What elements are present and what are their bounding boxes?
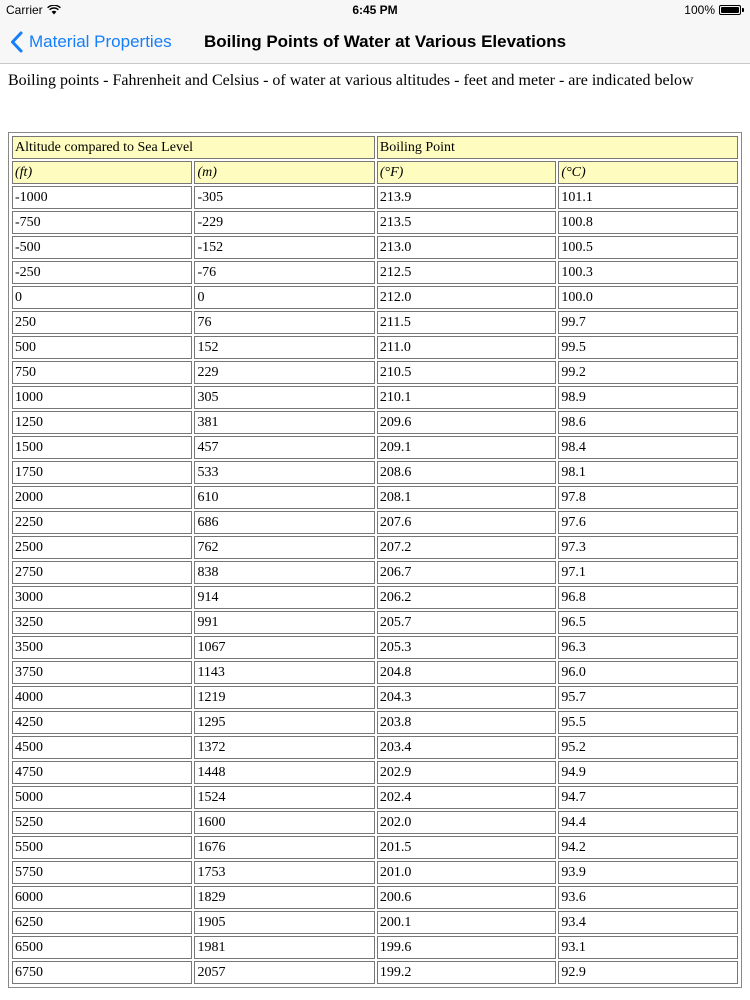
altitude-m-cell: 1600 bbox=[194, 811, 374, 834]
web-content bbox=[0, 64, 750, 980]
altitude-m-cell: 229 bbox=[194, 361, 374, 384]
altitude-m-cell: -152 bbox=[194, 236, 374, 259]
table-row bbox=[12, 736, 738, 759]
altitude-m-cell: 457 bbox=[194, 436, 374, 459]
boiling-c-cell: 100.0 bbox=[558, 286, 738, 309]
altitude-m-cell: 76 bbox=[194, 311, 374, 334]
boiling-f-cell: 202.9 bbox=[377, 761, 557, 784]
altitude-ft-cell: 1000 bbox=[12, 386, 192, 409]
table-row bbox=[12, 636, 738, 659]
altitude-ft-cell: 4500 bbox=[12, 736, 192, 759]
boiling-f-cell: 212.5 bbox=[377, 261, 557, 284]
table-row bbox=[12, 886, 738, 909]
altitude-m-cell: 1219 bbox=[194, 686, 374, 709]
altitude-ft-cell: 6250 bbox=[12, 911, 192, 934]
table-row bbox=[12, 436, 738, 459]
table-row bbox=[12, 661, 738, 684]
boiling-c-cell: 96.8 bbox=[558, 586, 738, 609]
boiling-point-table-frame bbox=[8, 132, 742, 988]
table-row bbox=[12, 361, 738, 384]
boiling-c-cell: 97.1 bbox=[558, 561, 738, 584]
table-group-header-row bbox=[12, 136, 738, 159]
table-row bbox=[12, 211, 738, 234]
table-row bbox=[12, 911, 738, 934]
status-bar bbox=[0, 0, 750, 20]
altitude-m-cell: -229 bbox=[194, 211, 374, 234]
altitude-m-cell: 381 bbox=[194, 411, 374, 434]
altitude-ft-cell: 4000 bbox=[12, 686, 192, 709]
altitude-ft-cell: -500 bbox=[12, 236, 192, 259]
boiling-f-cell: 207.6 bbox=[377, 511, 557, 534]
altitude-ft-cell: 3000 bbox=[12, 586, 192, 609]
boiling-f-cell: 204.3 bbox=[377, 686, 557, 709]
boiling-c-cell: 100.3 bbox=[558, 261, 738, 284]
battery-info bbox=[684, 3, 744, 17]
altitude-ft-cell: 0 bbox=[12, 286, 192, 309]
altitude-m-cell: 1524 bbox=[194, 786, 374, 809]
boiling-f-cell: 205.7 bbox=[377, 611, 557, 634]
table-row bbox=[12, 411, 738, 434]
altitude-m-cell: 1448 bbox=[194, 761, 374, 784]
altitude-ft-cell: 5500 bbox=[12, 836, 192, 859]
boiling-c-cell: 96.3 bbox=[558, 636, 738, 659]
altitude-ft-cell: 3750 bbox=[12, 661, 192, 684]
altitude-m-cell: 838 bbox=[194, 561, 374, 584]
altitude-ft-cell: 750 bbox=[12, 361, 192, 384]
boiling-c-cell: 96.0 bbox=[558, 661, 738, 684]
boiling-c-cell: 96.5 bbox=[558, 611, 738, 634]
boiling-f-cell: 200.1 bbox=[377, 911, 557, 934]
altitude-ft-cell: 500 bbox=[12, 336, 192, 359]
altitude-m-cell: 610 bbox=[194, 486, 374, 509]
altitude-m-cell: -305 bbox=[194, 186, 374, 209]
altitude-m-cell: 914 bbox=[194, 586, 374, 609]
boiling-f-cell: 203.4 bbox=[377, 736, 557, 759]
altitude-ft-cell: 6000 bbox=[12, 886, 192, 909]
boiling-f-cell: 199.6 bbox=[377, 936, 557, 959]
table-row bbox=[12, 961, 738, 984]
chevron-left-icon bbox=[10, 31, 23, 53]
altitude-m-cell: 152 bbox=[194, 336, 374, 359]
table-row bbox=[12, 461, 738, 484]
boiling-f-cell: 211.5 bbox=[377, 311, 557, 334]
boiling-c-cell: 92.9 bbox=[558, 961, 738, 984]
altitude-m-cell: 1981 bbox=[194, 936, 374, 959]
boiling-f-cell: 207.2 bbox=[377, 536, 557, 559]
altitude-ft-cell: 5750 bbox=[12, 861, 192, 884]
boiling-f-cell: 208.1 bbox=[377, 486, 557, 509]
table-row bbox=[12, 861, 738, 884]
boiling-f-cell: 200.6 bbox=[377, 886, 557, 909]
boiling-f-cell: 210.1 bbox=[377, 386, 557, 409]
boiling-c-cell: 93.9 bbox=[558, 861, 738, 884]
altitude-ft-cell: 1500 bbox=[12, 436, 192, 459]
feet-unit-header: (ft) bbox=[12, 161, 192, 184]
altitude-ft-cell: 4250 bbox=[12, 711, 192, 734]
altitude-m-cell: 1905 bbox=[194, 911, 374, 934]
altitude-ft-cell: 1250 bbox=[12, 411, 192, 434]
boiling-f-cell: 213.9 bbox=[377, 186, 557, 209]
boiling-c-cell: 100.5 bbox=[558, 236, 738, 259]
boiling-point-table bbox=[10, 134, 740, 986]
page-title: Boiling Points of Water at Various Elevations bbox=[204, 32, 567, 51]
boiling-c-cell: 97.6 bbox=[558, 511, 738, 534]
boiling-c-cell: 95.2 bbox=[558, 736, 738, 759]
table-row bbox=[12, 311, 738, 334]
boiling-c-cell: 101.1 bbox=[558, 186, 738, 209]
boiling-c-cell: 95.7 bbox=[558, 686, 738, 709]
table-row bbox=[12, 286, 738, 309]
boiling-c-cell: 93.6 bbox=[558, 886, 738, 909]
meter-unit-header: (m) bbox=[194, 161, 374, 184]
boiling-f-cell: 201.0 bbox=[377, 861, 557, 884]
battery-icon bbox=[719, 5, 741, 15]
altitude-group-header: Altitude compared to Sea Level bbox=[12, 136, 375, 159]
boiling-f-cell: 202.4 bbox=[377, 786, 557, 809]
altitude-ft-cell: 2750 bbox=[12, 561, 192, 584]
fahrenheit-unit-header: (°F) bbox=[377, 161, 557, 184]
boiling-c-cell: 95.5 bbox=[558, 711, 738, 734]
intro-text: Boiling points - Fahrenheit and Celsius - of water at various altitudes - feet and meter - are indicated below bbox=[8, 72, 694, 89]
altitude-m-cell: 686 bbox=[194, 511, 374, 534]
table-row bbox=[12, 261, 738, 284]
boiling-f-cell: 204.8 bbox=[377, 661, 557, 684]
boiling-point-group-header: Boiling Point bbox=[377, 136, 738, 159]
altitude-m-cell: 1067 bbox=[194, 636, 374, 659]
altitude-m-cell: 1143 bbox=[194, 661, 374, 684]
table-row bbox=[12, 561, 738, 584]
altitude-ft-cell: 5000 bbox=[12, 786, 192, 809]
altitude-m-cell: 1372 bbox=[194, 736, 374, 759]
altitude-m-cell: 1295 bbox=[194, 711, 374, 734]
altitude-m-cell: 0 bbox=[194, 286, 374, 309]
altitude-m-cell: 533 bbox=[194, 461, 374, 484]
table-row bbox=[12, 486, 738, 509]
boiling-c-cell: 93.4 bbox=[558, 911, 738, 934]
boiling-f-cell: 213.0 bbox=[377, 236, 557, 259]
battery-percent: 100% bbox=[684, 3, 715, 17]
boiling-f-cell: 208.6 bbox=[377, 461, 557, 484]
boiling-f-cell: 213.5 bbox=[377, 211, 557, 234]
altitude-ft-cell: 3250 bbox=[12, 611, 192, 634]
back-button-label: Material Properties bbox=[29, 32, 172, 51]
back-button[interactable] bbox=[10, 20, 172, 64]
table-row bbox=[12, 761, 738, 784]
altitude-ft-cell: 5250 bbox=[12, 811, 192, 834]
boiling-c-cell: 94.4 bbox=[558, 811, 738, 834]
altitude-ft-cell: 2250 bbox=[12, 511, 192, 534]
altitude-ft-cell: 250 bbox=[12, 311, 192, 334]
altitude-ft-cell: 2000 bbox=[12, 486, 192, 509]
boiling-f-cell: 202.0 bbox=[377, 811, 557, 834]
status-time: 6:45 PM bbox=[352, 3, 398, 17]
table-row bbox=[12, 786, 738, 809]
boiling-f-cell: 210.5 bbox=[377, 361, 557, 384]
boiling-f-cell: 201.5 bbox=[377, 836, 557, 859]
table-row bbox=[12, 711, 738, 734]
boiling-c-cell: 94.2 bbox=[558, 836, 738, 859]
altitude-ft-cell: 6500 bbox=[12, 936, 192, 959]
table-row bbox=[12, 336, 738, 359]
boiling-f-cell: 209.1 bbox=[377, 436, 557, 459]
boiling-f-cell: 199.2 bbox=[377, 961, 557, 984]
boiling-c-cell: 93.1 bbox=[558, 936, 738, 959]
table-row bbox=[12, 536, 738, 559]
table-row bbox=[12, 511, 738, 534]
boiling-c-cell: 99.5 bbox=[558, 336, 738, 359]
boiling-f-cell: 211.0 bbox=[377, 336, 557, 359]
altitude-m-cell: 305 bbox=[194, 386, 374, 409]
altitude-ft-cell: 3500 bbox=[12, 636, 192, 659]
altitude-ft-cell: -750 bbox=[12, 211, 192, 234]
boiling-c-cell: 98.4 bbox=[558, 436, 738, 459]
boiling-f-cell: 212.0 bbox=[377, 286, 557, 309]
table-row bbox=[12, 936, 738, 959]
boiling-c-cell: 98.9 bbox=[558, 386, 738, 409]
celsius-unit-header: (°C) bbox=[558, 161, 738, 184]
table-unit-header-row bbox=[12, 161, 738, 184]
altitude-m-cell: 1753 bbox=[194, 861, 374, 884]
table-row bbox=[12, 386, 738, 409]
boiling-c-cell: 99.7 bbox=[558, 311, 738, 334]
altitude-m-cell: 2057 bbox=[194, 961, 374, 984]
table-row bbox=[12, 186, 738, 209]
altitude-m-cell: 1829 bbox=[194, 886, 374, 909]
battery-nub bbox=[742, 8, 744, 12]
altitude-ft-cell: 2500 bbox=[12, 536, 192, 559]
altitude-ft-cell: 4750 bbox=[12, 761, 192, 784]
table-row bbox=[12, 236, 738, 259]
table-row bbox=[12, 811, 738, 834]
table-row bbox=[12, 586, 738, 609]
altitude-m-cell: -76 bbox=[194, 261, 374, 284]
table-row bbox=[12, 686, 738, 709]
boiling-f-cell: 205.3 bbox=[377, 636, 557, 659]
altitude-m-cell: 991 bbox=[194, 611, 374, 634]
boiling-c-cell: 94.7 bbox=[558, 786, 738, 809]
altitude-ft-cell: 6750 bbox=[12, 961, 192, 984]
navigation-bar bbox=[0, 20, 750, 64]
boiling-c-cell: 97.8 bbox=[558, 486, 738, 509]
boiling-c-cell: 94.9 bbox=[558, 761, 738, 784]
boiling-f-cell: 203.8 bbox=[377, 711, 557, 734]
boiling-f-cell: 206.2 bbox=[377, 586, 557, 609]
altitude-ft-cell: 1750 bbox=[12, 461, 192, 484]
carrier-label: Carrier bbox=[6, 3, 43, 17]
altitude-ft-cell: -250 bbox=[12, 261, 192, 284]
altitude-ft-cell: -1000 bbox=[12, 186, 192, 209]
boiling-c-cell: 100.8 bbox=[558, 211, 738, 234]
boiling-f-cell: 206.7 bbox=[377, 561, 557, 584]
table-row bbox=[12, 611, 738, 634]
table-row bbox=[12, 836, 738, 859]
altitude-m-cell: 1676 bbox=[194, 836, 374, 859]
altitude-m-cell: 762 bbox=[194, 536, 374, 559]
boiling-c-cell: 98.6 bbox=[558, 411, 738, 434]
boiling-c-cell: 99.2 bbox=[558, 361, 738, 384]
boiling-c-cell: 98.1 bbox=[558, 461, 738, 484]
boiling-c-cell: 97.3 bbox=[558, 536, 738, 559]
boiling-f-cell: 209.6 bbox=[377, 411, 557, 434]
